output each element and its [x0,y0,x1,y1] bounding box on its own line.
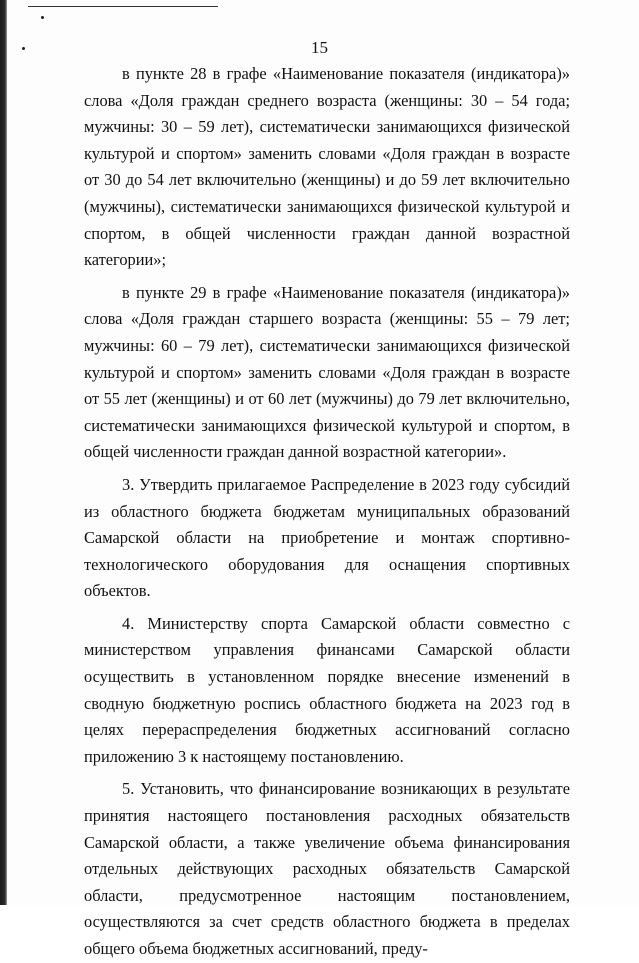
paragraph-clause-5: 5. Установить, что финансирование возникающих в результате принятия настоящего постановления расходных обязательств Самарской области, а также увеличение объема финансирования отдельных действующих расходных обязательств Самарской области, предусмотренное настоящим постановлением, осуществляются за счет средств областного бюджета в пределах общего объема бюджетных ассигнований, преду- [84,779,570,958]
paragraph-item-28: в пункте 28 в графе «Наименование показателя (индикатора)» слова «Доля граждан среднего возраста (женщины: 30 – 54 года; мужчины: 30 – 59 лет), систематически занимающихся физической культурой и спортом» заменить словами «Доля граждан в возрасте от 30 до 54 лет включительно (женщины) и до 59 лет включительно (мужчины), систематически занимающихся физической культурой и спортом, в общей численности граждан данной возрастной категории»; [84,64,570,270]
page-number: 15 [311,38,328,57]
paragraph-item-29: в пункте 29 в графе «Наименование показателя (индикатора)» слова «Доля граждан старшего возраста (женщины: 55 – 79 лет; мужчины: 60 – 79 лет), систематически занимающихся физической культурой и спортом» заменить словами «Доля граждан в возрасте от 55 лет (женщины) и от 60 лет (мужчины) до 79 лет включительно, систематически занимающихся физической культурой и спортом, в общей численности граждан данной возрастной категории». [84,282,570,462]
paragraph-clause-4: 4. Министерству спорта Самарской области совместно с министерством управления финансами Самарской области осуществить в установленном порядке внесение изменений в сводную бюджетную роспись областного бюджета на 2023 год в целях перераспределения бюджетных ассигнований согласно приложению 3 к настоящему постановлению. [84,613,570,766]
document-body [84,61,570,963]
scan-speck [41,16,44,19]
paragraph-clause-3: 3. Утвердить прилагаемое Распределение в 2023 году субсидий из областного бюджета бюджетам муниципальных образований Самарской области на приобретение и монтаж спортивно-технологического оборудования для оснащения спортивных объектов. [84,474,570,601]
scan-artifact-line [28,6,218,7]
scan-shadow-left [0,0,7,905]
